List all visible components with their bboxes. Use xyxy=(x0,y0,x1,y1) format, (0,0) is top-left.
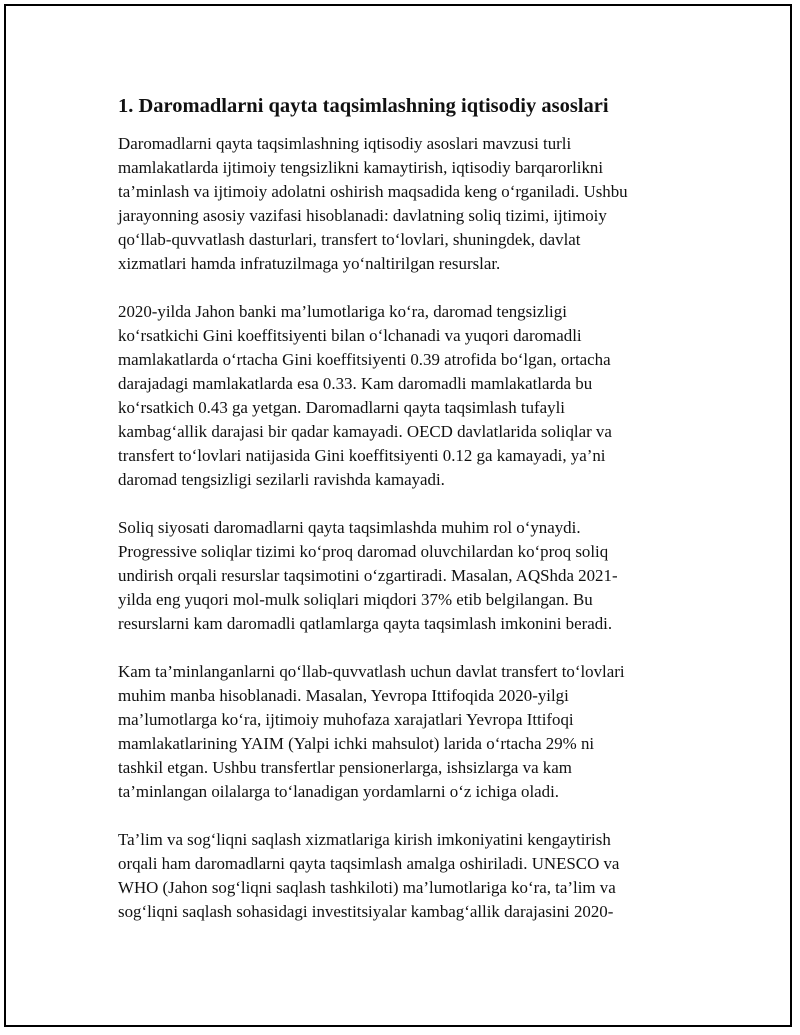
text-line: Progressive soliqlar tizimi ko‘proq daromad oluvchilardan ko‘proq soliq xyxy=(118,542,609,561)
text-line: ko‘rsatkichi Gini koeffitsiyenti bilan o‘lchanadi va yuqori daromadli xyxy=(118,326,582,345)
paragraph-1 xyxy=(118,132,684,276)
text-line: Daromadlarni qayta taqsimlashning iqtisodiy asoslari mavzusi turli xyxy=(118,134,572,153)
text-line: mamlakatlarda ijtimoiy tengsizlikni kamaytirish, iqtisodiy barqarorlikni xyxy=(118,158,604,177)
text-line: muhim manba hisoblanadi. Masalan, Yevropa Ittifoqida 2020-yilgi xyxy=(118,686,569,705)
section-heading: 1. Daromadlarni qayta taqsimlashning iqtisodiy asoslari xyxy=(118,95,609,117)
text-line: ko‘rsatkich 0.43 ga yetgan. Daromadlarni qayta taqsimlash tufayli xyxy=(118,398,565,417)
text-line: Kam ta’minlanganlarni qo‘llab-quvvatlash uchun davlat transfert to‘lovlari xyxy=(118,662,625,681)
text-line: yilda eng yuqori mol-mulk soliqlari miqdori 37% etib belgilangan. Bu xyxy=(118,590,593,609)
text-line: mamlakatlarda o‘rtacha Gini koeffitsiyenti 0.39 atrofida bo‘lgan, ortacha xyxy=(118,350,611,369)
text-line: Soliq siyosati daromadlarni qayta taqsimlashda muhim rol o‘ynaydi. xyxy=(118,518,581,537)
text-line: Ta’lim va sog‘liqni saqlash xizmatlariga kirish imkoniyatini kengaytirish xyxy=(118,830,611,849)
text-line: xizmatlari hamda infratuzilmaga yo‘naltirilgan resurslar. xyxy=(118,254,501,273)
text-line: orqali ham daromadlarni qayta taqsimlash amalga oshiriladi. UNESCO va xyxy=(118,854,620,873)
text-line: daromad tengsizligi sezilarli ravishda kamayadi. xyxy=(118,470,445,489)
text-line: 2020-yilda Jahon banki ma’lumotlariga ko‘ra, daromad tengsizligi xyxy=(118,302,567,321)
text-line: qo‘llab-quvvatlash dasturlari, transfert to‘lovlari, shuningdek, davlat xyxy=(118,230,581,249)
paragraph-4 xyxy=(118,660,684,804)
text-line: undirish orqali resurslar taqsimotini o‘zgartiradi. Masalan, AQShda 2021- xyxy=(118,566,618,585)
text-line: mamlakatlarining YAIM (Yalpi ichki mahsulot) larida o‘rtacha 29% ni xyxy=(118,734,595,753)
document-body xyxy=(118,92,684,948)
text-line: darajadagi mamlakatlarda esa 0.33. Kam daromadli mamlakatlarda bu xyxy=(118,374,593,393)
paragraph-3 xyxy=(118,516,684,636)
text-line: ta’minlash va ijtimoiy adolatni oshirish maqsadida keng o‘rganiladi. Ushbu xyxy=(118,182,628,201)
text-line: tashkil etgan. Ushbu transfertlar pensionerlarga, ishsizlarga va kam xyxy=(118,758,572,777)
text-line: jarayonning asosiy vazifasi hisoblanadi: davlatning soliq tizimi, ijtimoiy xyxy=(118,206,607,225)
text-line: resurslarni kam daromadli qatlamlarga qayta taqsimlash imkonini beradi. xyxy=(118,614,613,633)
text-line: transfert to‘lovlari natijasida Gini koeffitsiyenti 0.12 ga kamayadi, ya’ni xyxy=(118,446,606,465)
text-line: WHO (Jahon sog‘liqni saqlash tashkiloti) ma’lumotlariga ko‘ra, ta’lim va xyxy=(118,878,616,897)
paragraph-5 xyxy=(118,828,684,924)
paragraph-2 xyxy=(118,300,684,492)
text-line: sog‘liqni saqlash sohasidagi investitsiyalar kambag‘allik darajasini 2020- xyxy=(118,902,614,921)
text-line: kambag‘allik darajasi bir qadar kamayadi. OECD davlatlarida soliqlar va xyxy=(118,422,612,441)
text-line: ma’lumotlarga ko‘ra, ijtimoiy muhofaza xarajatlari Yevropa Ittifoqi xyxy=(118,710,574,729)
text-line: ta’minlangan oilalarga to‘lanadigan yordamlarni o‘z ichiga oladi. xyxy=(118,782,560,801)
